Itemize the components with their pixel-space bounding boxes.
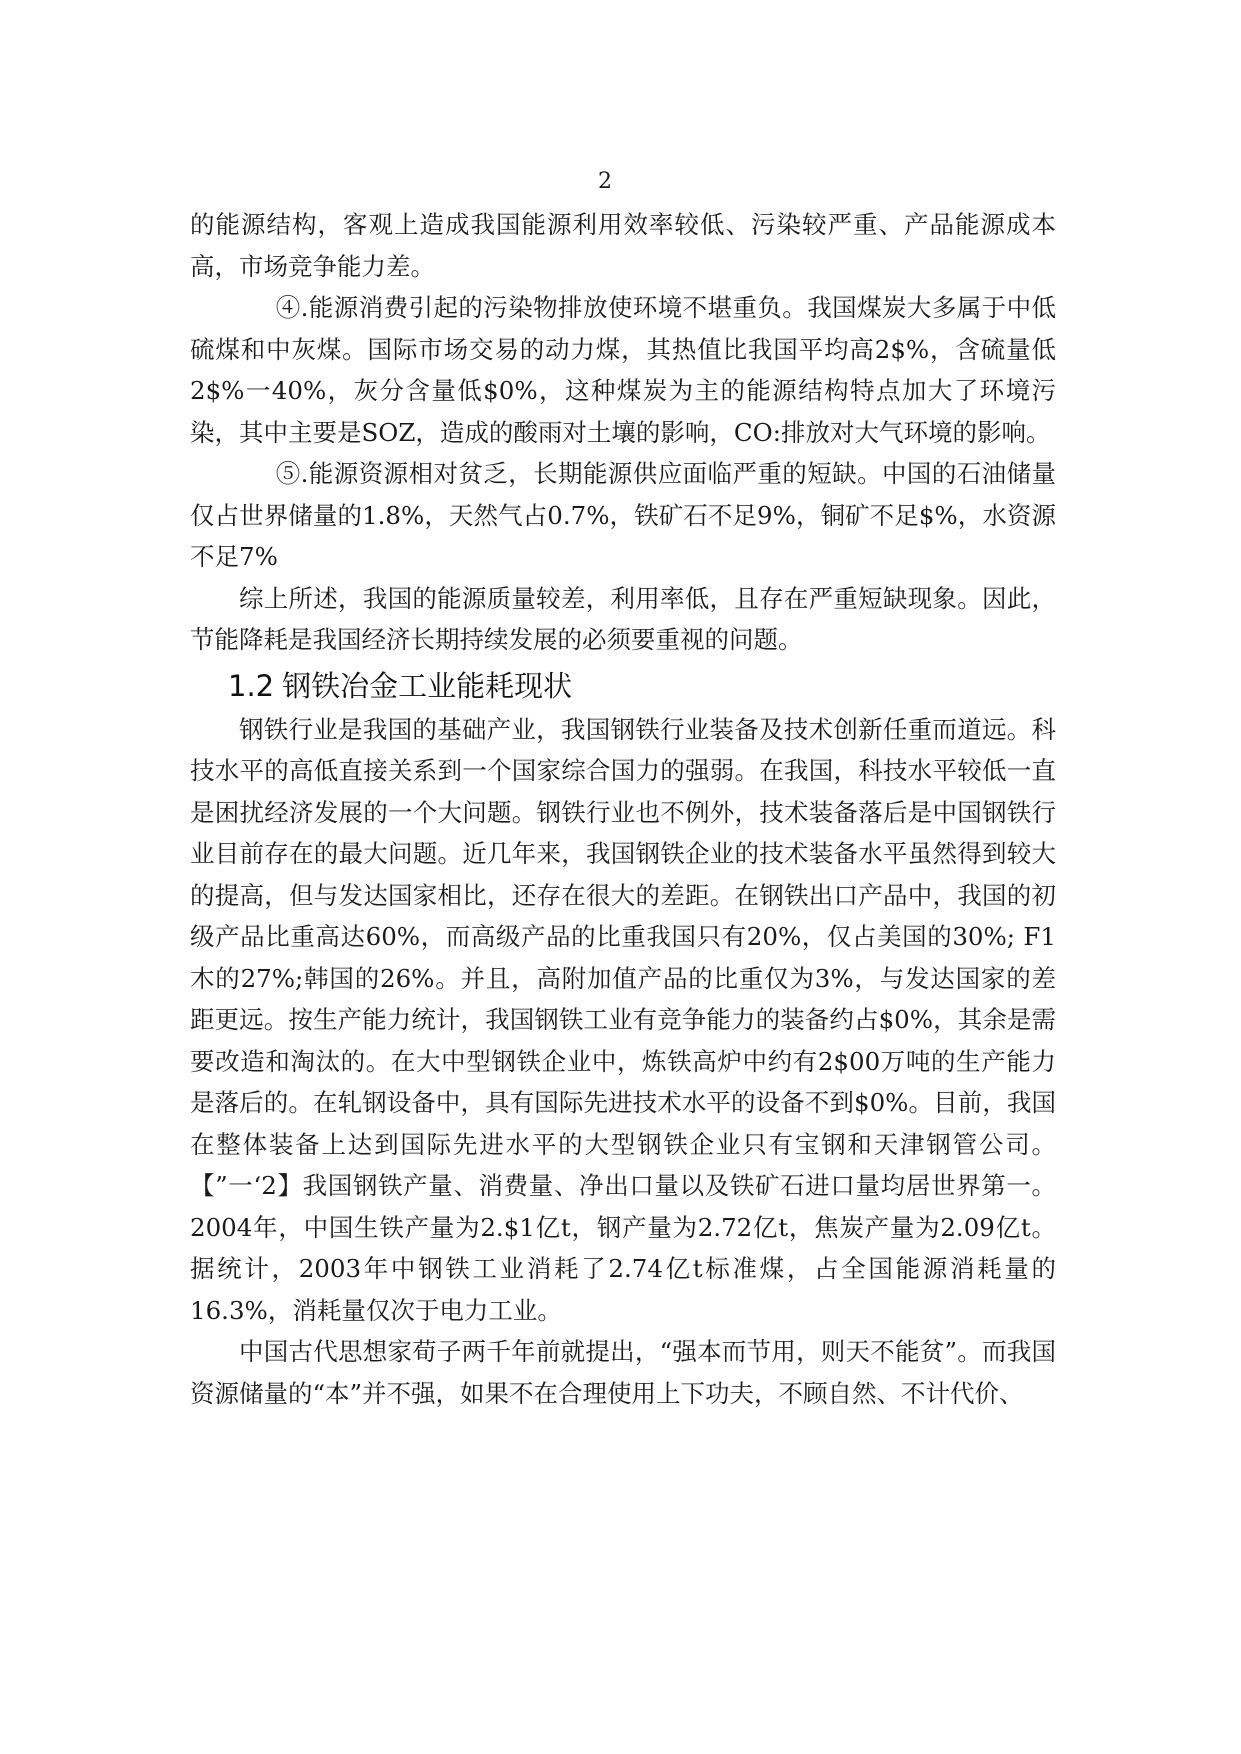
section-heading xyxy=(228,665,1056,707)
page-number: 2 xyxy=(598,169,612,194)
paragraph-xunzi-quote: 中国古代思想家荀子两千年前就提出，“强本而节用，则天不能贫”。而我国资源储量的“本”并不强，如果不在合理使用上下功夫，不顾自然、不计代价、 xyxy=(190,1337,1056,1408)
section-title: 钢铁冶金工业能耗现状 xyxy=(282,668,573,703)
paragraph-steel-industry: 钢铁行业是我国的基础产业，我国钢铁行业装备及技术创新任重而道远。科技水平的高低直接关系到一个国家综合国力的强弱。在我国，科技水平较低一直是困扰经济发展的一个大问题。钢铁行业也不例外，技术装备落后是中国钢铁行业目前存在的最大问题。近几年来，我国钢铁企业的技术装备水平虽然得到较大的提高，但与发达国家相比，还存在很大的差距。在钢铁出口产品中，我国的初级产品比重高达60%，而高级产品的比重我国只有20%，仅占美国的30%; F1木的27%;韩国的26%。并且，高附加值产品的比重仅为3%，与发达国家的差距更远。按生产能力统计，我国钢铁工业有竞争能力的装备约占$0%，其余是需要改造和淘汰的。在大中型钢铁企业中，炼铁高炉中约有2$00万吨的生产能力是落后的。在轧钢设备中，具有国际先进技术水平的设备不到$0%。目前，我国在整体装备上达到国际先进水平的大型钢铁企业只有宝钢和天津钢管公司。【”一‘2】我国钢铁产量、消费量、净出口量以及铁矿石进口量均居世界第一。2004年，中国生铁产量为2.$1亿t，钢产量为2.72亿t，焦炭产量为2.09亿t。据统计，2003年中钢铁工业消耗了2.74亿t标准煤，占全国能源消耗量的16.3%，消耗量仅次于电力工业。 xyxy=(190,714,1056,1325)
paragraph-resource-shortage: ⑤.能源资源相对贫乏，长期能源供应面临严重的短缺。中国的石油储量仅占世界储量的1.8%，天然气占0.7%，铁矿石不足9%，铜矿不足$%，水资源不足7% xyxy=(190,459,1056,571)
paragraph-pollution: ④.能源消费引起的污染物排放使环境不堪重负。我国煤炭大多属于中低硫煤和中灰煤。国际市场交易的动力煤，其热值比我国平均高2$%，含硫量低2$%一40%，灰分含量低$0%，这种煤炭为主的能源结构特点加大了环境污染，其中主要是SOZ，造成的酸雨对土壤的影响，CO:排放对大气环境的影响。 xyxy=(190,293,1056,447)
document-body xyxy=(190,204,1056,1414)
section-number: 1.2 xyxy=(228,668,275,703)
paragraph-energy-structure: 的能源结构，客观上造成我国能源利用效率较低、污染较严重、产品能源成本高，市场竞争能力差。 xyxy=(190,210,1056,281)
paragraph-summary: 综上所述，我国的能源质量较差，利用率低，且存在严重短缺现象。因此，节能降耗是我国经济长期持续发展的必须要重视的问题。 xyxy=(190,583,1056,654)
